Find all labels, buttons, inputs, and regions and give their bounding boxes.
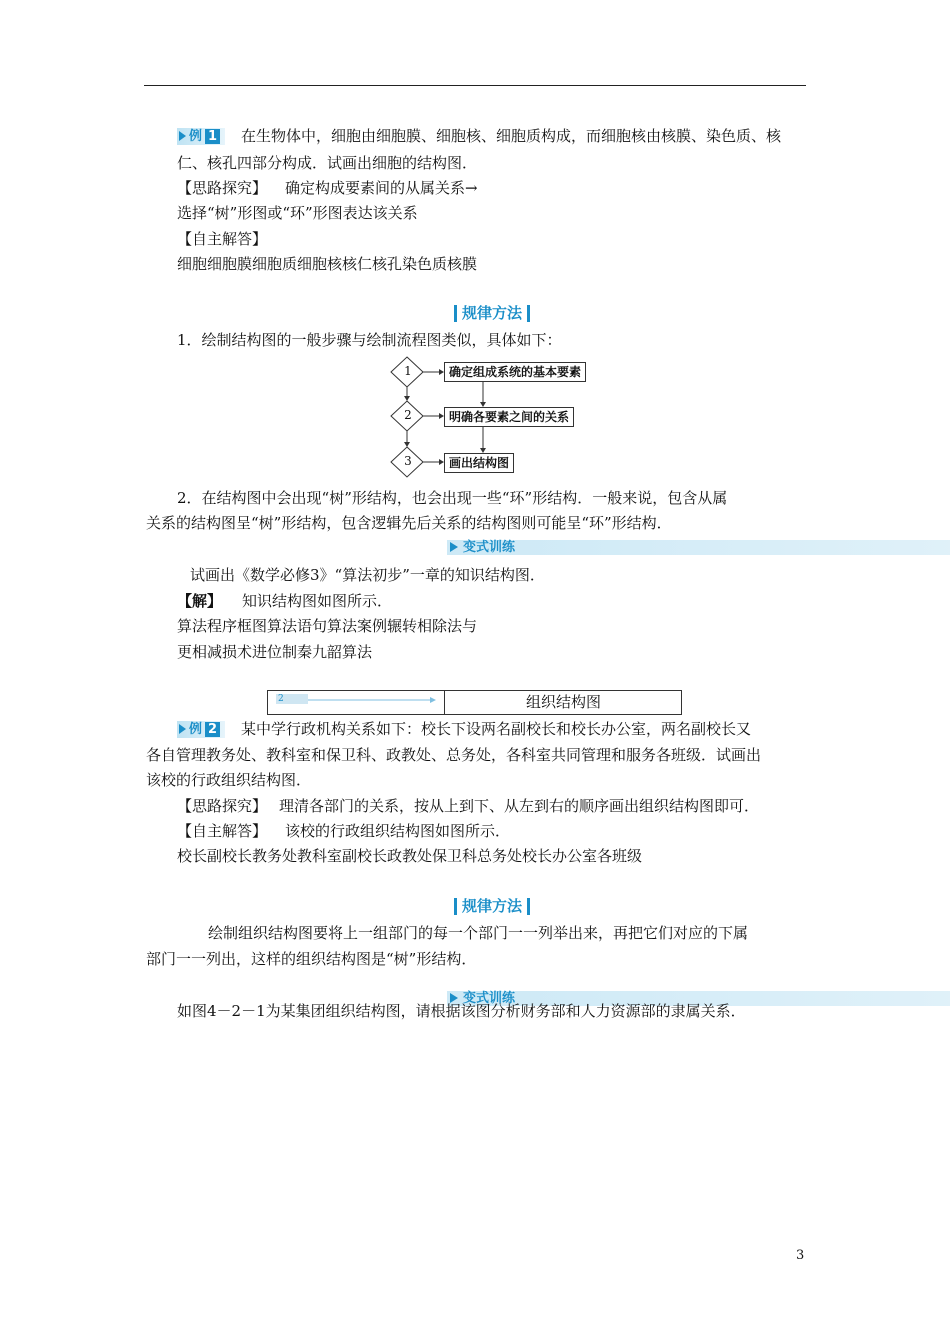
example-2-answer-line: 校长副校长教务处教科室副校长政教处保卫科总务处校长办公室各班级: [177, 847, 643, 865]
example-badge-label: 例: [189, 129, 203, 144]
example-1-answer-text: 细胞细胞膜细胞质细胞核核仁核孔染色质核膜: [177, 255, 478, 273]
thinking-text: 理清各部门的关系，按从上到下、从左到右的顺序画出组织结构图即可．: [279, 797, 760, 815]
method-1-item-2-line-2: 关系的结构图呈“树”形结构，包含逻辑先后关系的结构图则可能呈“环”形结构．: [146, 514, 672, 532]
answer-label: 【自主解答】: [177, 822, 268, 840]
variant-training-title-2: 变式训练: [447, 991, 950, 1006]
example-2-line-2: 各自管理教务处、教科室和保卫科、政教处、总务处，各科室共同管理和服务各班级．试画出: [146, 746, 762, 764]
example-1-thinking: [177, 178, 478, 198]
org-structure-table: [267, 690, 682, 715]
example-2-answer: [177, 821, 510, 841]
flow-step-box-1: 确定组成系统的基本要素: [444, 362, 586, 382]
solution-text: 知识结构图如图所示．: [242, 592, 393, 610]
example-2-line-3: 该校的行政组织结构图．: [146, 771, 312, 789]
method-1-item-1: 1．绘制结构图的一般步骤与绘制流程图类似，具体如下：: [177, 331, 562, 349]
example-badge-label: 例: [189, 722, 203, 737]
example-1-thinking-2: 选择“树”形图或“环”形图表达该关系: [177, 204, 418, 222]
method-title-1: 规律方法: [454, 305, 530, 322]
method-2-line-2: 部门一一列出，这样的组织结构图是“树”形结构．: [146, 950, 477, 968]
variant-2-question: 如图4－2－1为某集团组织结构图，请根据该图分析财务部和人力资源部的隶属关系．: [177, 1002, 746, 1020]
method-2-line-1: 绘制组织结构图要将上一组部门的每一个部门一一列举出来，再把它们对应的下属: [208, 924, 749, 942]
method-title-2: 规律方法: [454, 898, 530, 915]
org-table-arrow-icon: [308, 695, 438, 705]
flow-arrowhead-down-1: [404, 396, 410, 401]
example-1-answer-label: 【自主解答】: [177, 230, 268, 248]
flow-step-box-3: 画出结构图: [444, 453, 514, 473]
example-1-badge: [177, 125, 225, 145]
variant-training-title-1: 变式训练: [447, 540, 950, 555]
flow-step-num-2: 2: [404, 408, 412, 422]
org-table-label: 组织结构图: [525, 693, 601, 711]
example-1-line-1: 在生物体中，细胞由细胞膜、细胞核、细胞质构成，而细胞核由核膜、染色质、核: [241, 127, 782, 145]
example-2-line-1: 某中学行政机构关系如下：校长下设两名副校长和校长办公室，两名副校长又: [241, 720, 752, 738]
thinking-label: 【思路探究】: [177, 179, 268, 197]
variant-1-question: 试画出《数学必修3》“算法初步”一章的知识结构图．: [190, 566, 545, 584]
example-badge-number: 1: [205, 129, 220, 144]
flow-step-box-2: 明确各要素之间的关系: [444, 407, 574, 427]
flow-step-num-1: 1: [404, 364, 412, 378]
flow-step-num-3: 3: [404, 454, 412, 468]
flow-arrowhead-down-2: [404, 442, 410, 447]
page-number: 3: [796, 1248, 805, 1263]
solution-label: 【解】: [177, 592, 223, 610]
thinking-text: 确定构成要素间的从属关系→: [285, 179, 478, 197]
org-table-tag: 2: [276, 694, 308, 704]
org-table-cell-left: [268, 691, 445, 714]
variant-1-line-1: 算法程序框图算法语句算法案例辗转相除法与: [177, 617, 478, 635]
thinking-label: 【思路探究】: [177, 797, 268, 815]
variant-1-solution: [177, 591, 392, 611]
header-rule: [144, 85, 806, 86]
example-badge-number: 2: [205, 722, 220, 737]
variant-1-line-2: 更相减损术进位制秦九韶算法: [177, 643, 373, 661]
method-1-item-2-line-1: 2．在结构图中会出现“树”形结构，也会出现一些“环”形结构．一般来说，包含从属: [177, 489, 728, 507]
example-2-thinking: [177, 796, 759, 816]
example-1-line-2: 仁、核孔四部分构成．试画出细胞的结构图．: [177, 154, 478, 172]
example-2-badge: [177, 718, 225, 738]
answer-text: 该校的行政组织结构图如图所示．: [285, 822, 511, 840]
